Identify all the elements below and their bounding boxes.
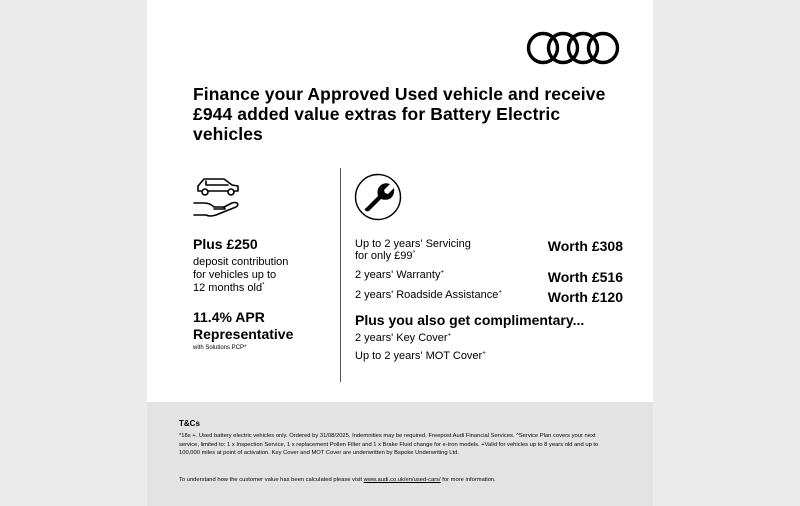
complimentary-title: Plus you also get complimentary... bbox=[355, 312, 585, 328]
terms-title: T&Cs bbox=[179, 419, 200, 428]
benefit-row-servicing: Up to 2 years' Servicing for only £99^ Worth £308 bbox=[355, 238, 623, 262]
car-on-hand-icon bbox=[192, 173, 244, 219]
complimentary-item-key-cover: 2 years' Key Cover+ bbox=[355, 332, 452, 344]
benefit-row-warranty: 2 years' Warranty+ Worth £516 bbox=[355, 269, 623, 285]
complimentary-item-mot-cover: Up to 2 years' MOT Cover+ bbox=[355, 350, 486, 362]
deposit-description: deposit contribution for vehicles up to 12 months old* bbox=[193, 256, 289, 294]
benefit-row-roadside: 2 years' Roadside Assistance+ Worth £120 bbox=[355, 289, 623, 305]
benefit-value: Worth £308 bbox=[547, 238, 623, 254]
terms-link-line: To understand how the customer value has been calculated please visit www.audi.co.uk/en/used-cars/ for more information. bbox=[179, 477, 496, 483]
offer-card bbox=[147, 0, 653, 402]
benefit-value: Worth £516 bbox=[547, 269, 623, 285]
column-divider bbox=[340, 168, 341, 382]
terms-body: *18s +. Used battery electric vehicles only. Ordered by 31/08/2025. Indemnities may be required. Freepost Audi Financial Services. ^Service Plan covers your next service, limited to: 1 x Inspection Service, 1 x replacement Pollen Filter and 1 x Brake Fluid change for e-tron models. +Valid for vehicles up to 8 years old and up to 100,000 miles at point of activation. Key Cover and MOT Cover are underwritten by Bspoke Underwriting Ltd. bbox=[179, 433, 599, 457]
terms-footer bbox=[147, 402, 653, 506]
deposit-column bbox=[193, 236, 333, 352]
apr-note: with Solutions PCP* bbox=[193, 345, 247, 351]
deposit-contribution-amount: Plus £250 bbox=[193, 236, 258, 252]
benefit-value: Worth £120 bbox=[547, 289, 623, 305]
apr-rate: 11.4% APR Representative bbox=[193, 309, 294, 342]
wrench-icon bbox=[353, 172, 403, 222]
audi-rings-logo bbox=[526, 31, 621, 65]
headline: Finance your Approved Used vehicle and receive £944 added value extras for Battery Electric vehicles bbox=[193, 84, 606, 144]
used-cars-link[interactable]: www.audi.co.uk/en/used-cars/ bbox=[363, 477, 441, 483]
